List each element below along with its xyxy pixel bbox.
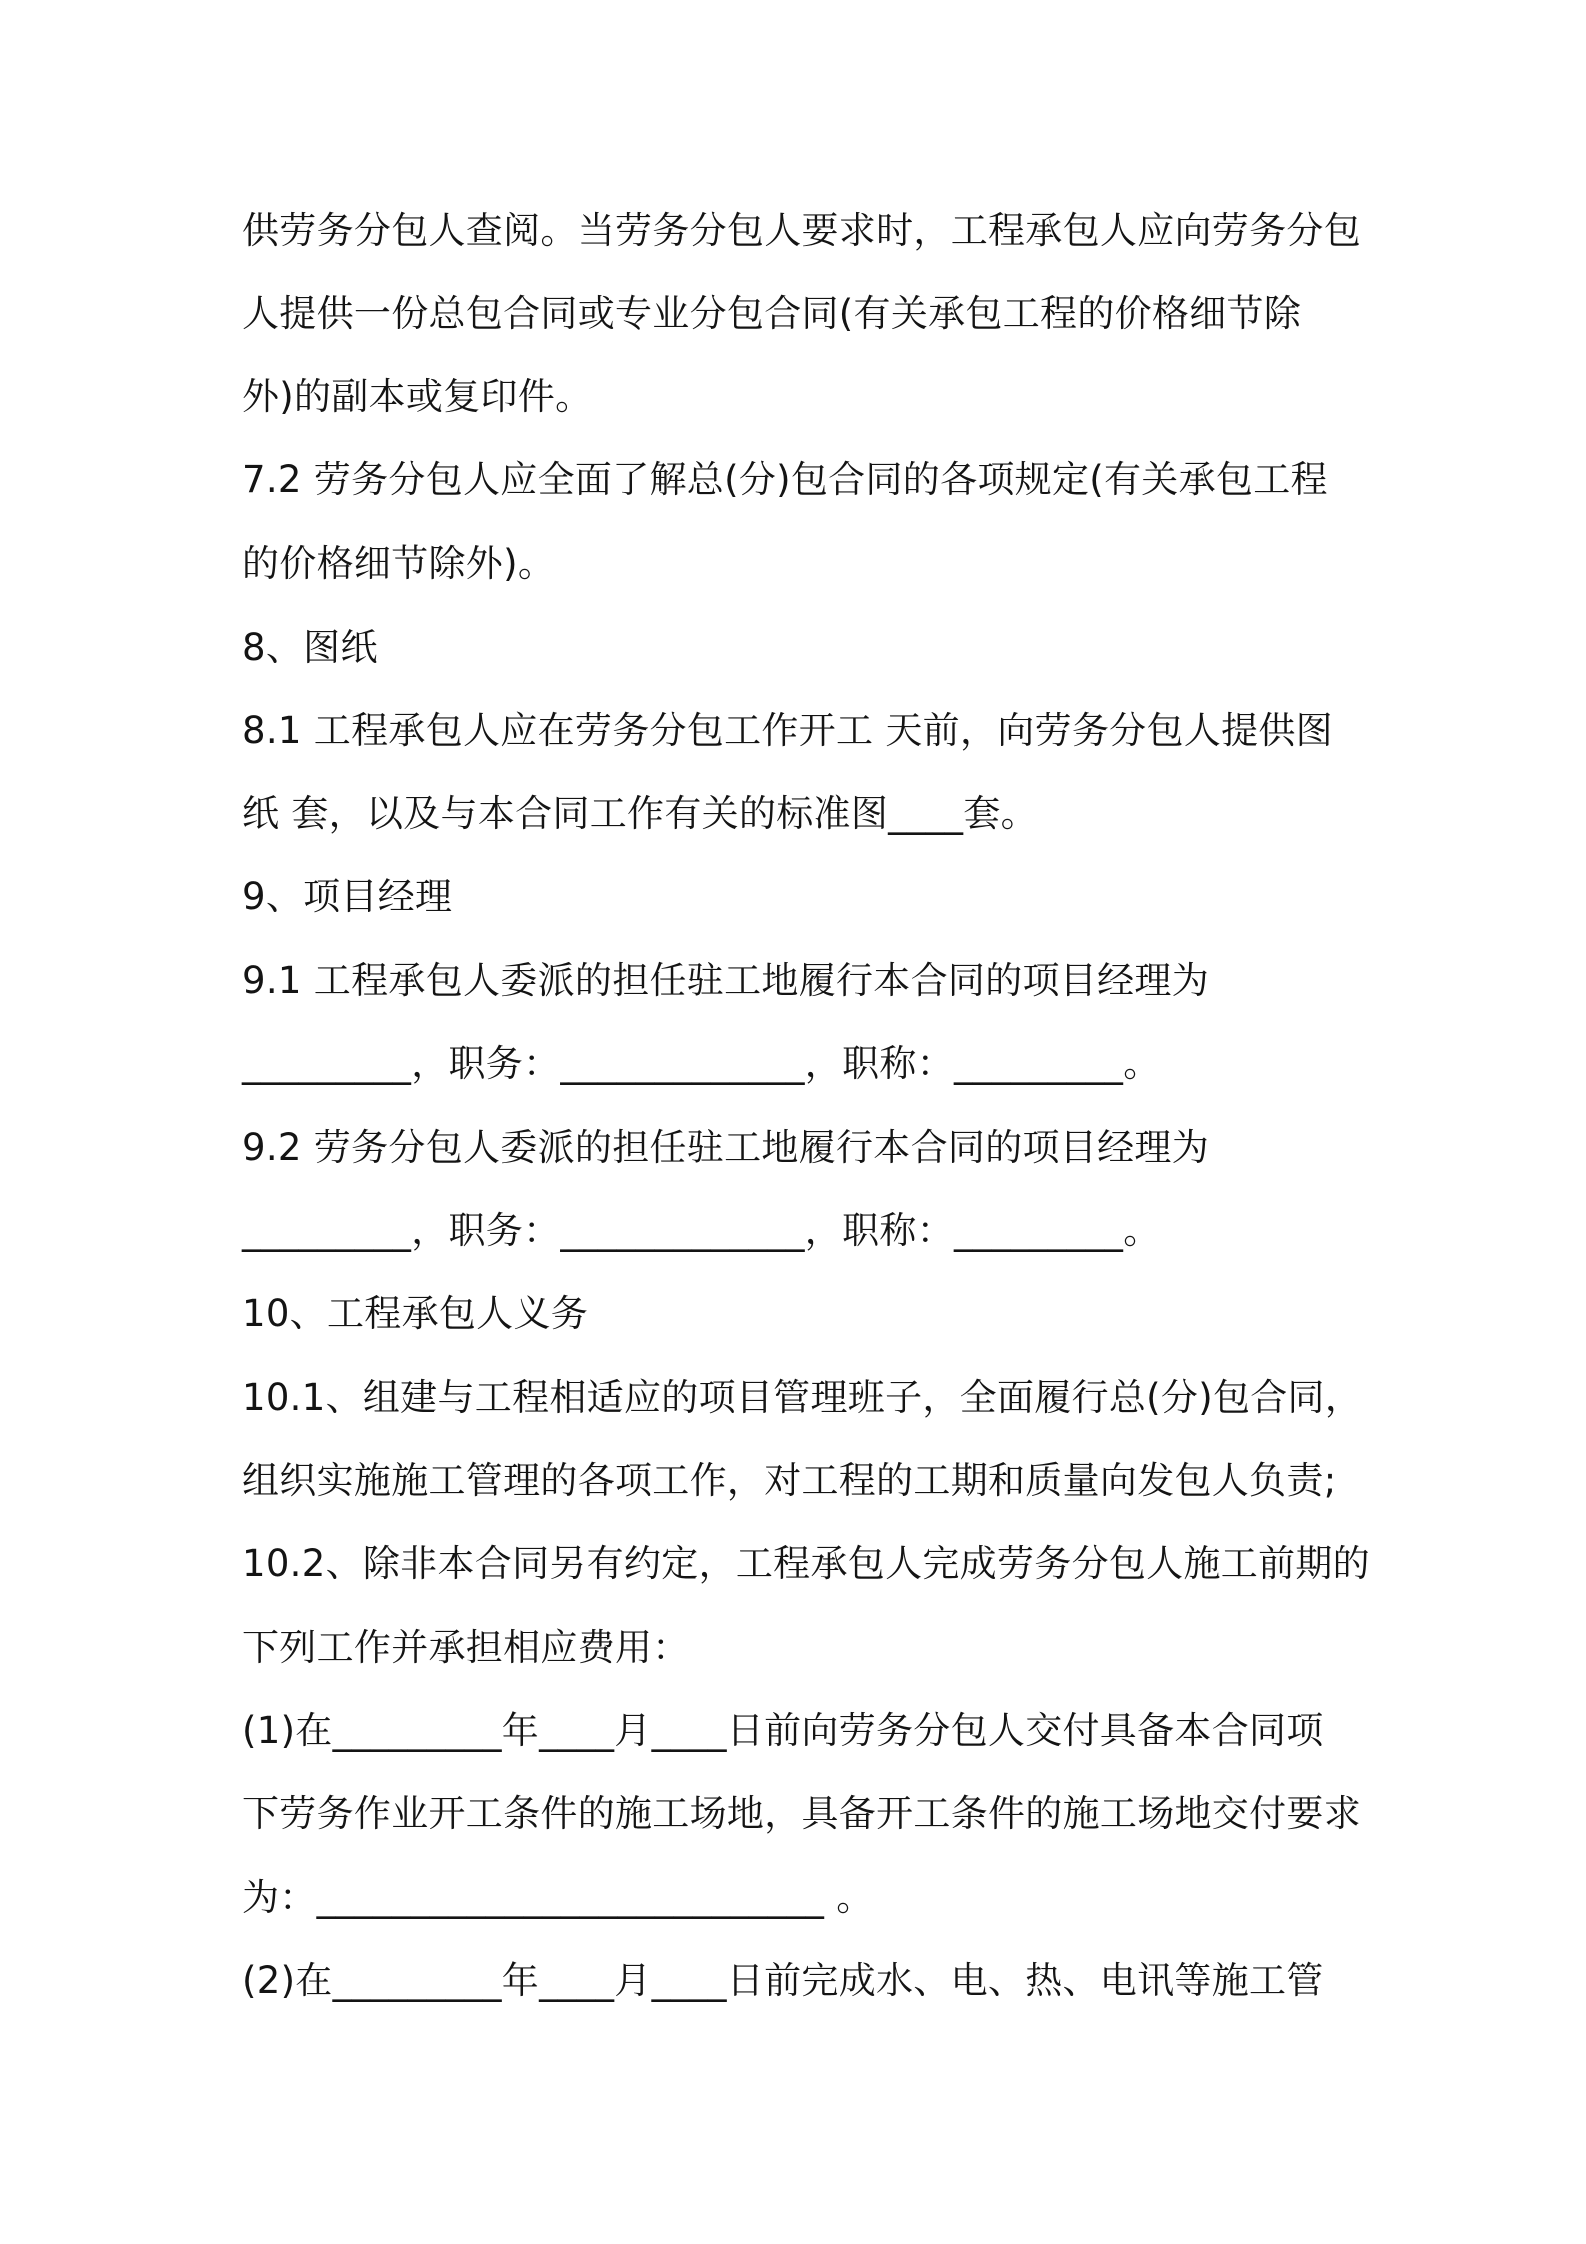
section-9-1: 9.1 工程承包人委派的担任驻工地履行本合同的项目经理为 [242,959,1210,1002]
text-line: 纸 套，以及与本合同工作有关的标准图____套。 [242,792,1038,835]
section-heading-10: 10、工程承包人义务 [242,1292,589,1335]
section-heading-9: 9、项目经理 [242,875,453,918]
fill-in-line: _________，职务：_____________，职称：_________。 [242,1209,1161,1252]
text-line: 人提供一份总包合同或专业分包合同(有关承包工程的价格细节除 [242,292,1302,335]
section-9-2: 9.2 劳务分包人委派的担任驻工地履行本合同的项目经理为 [242,1126,1210,1169]
text-line: 下劳务作业开工条件的施工场地，具备开工条件的施工场地交付要求 [242,1792,1361,1835]
section-heading-8: 8、图纸 [242,626,378,669]
fill-in-line: 为：___________________________ 。 [242,1876,874,1919]
fill-in-line: _________，职务：_____________，职称：_________。 [242,1042,1161,1085]
text-line: 外)的副本或复印件。 [242,375,593,418]
text-line: 供劳务分包人查阅。当劳务分包人要求时，工程承包人应向劳务分包 [242,209,1361,252]
section-8-1: 8.1 工程承包人应在劳务分包工作开工 天前，向劳务分包人提供图 [242,709,1333,752]
text-line: 下列工作并承担相应费用： [242,1626,690,1669]
section-10-2: 10.2、除非本合同另有约定，工程承包人完成劳务分包人施工前期的 [242,1542,1370,1585]
section-10-1: 10.1、组建与工程相适应的项目管理班子，全面履行总(分)包合同， [242,1376,1363,1419]
item-2: (2)在_________年____月____日前完成水、电、热、电讯等施工管 [242,1959,1324,2002]
text-line: 组织实施施工管理的各项工作，对工程的工期和质量向发包人负责; [242,1459,1337,1502]
text-line: 的价格细节除外)。 [242,542,556,585]
section-7-2: 7.2 劳务分包人应全面了解总(分)包合同的各项规定(有关承包工程 [242,458,1328,501]
item-1: (1)在_________年____月____日前向劳务分包人交付具备本合同项 [242,1709,1324,1752]
